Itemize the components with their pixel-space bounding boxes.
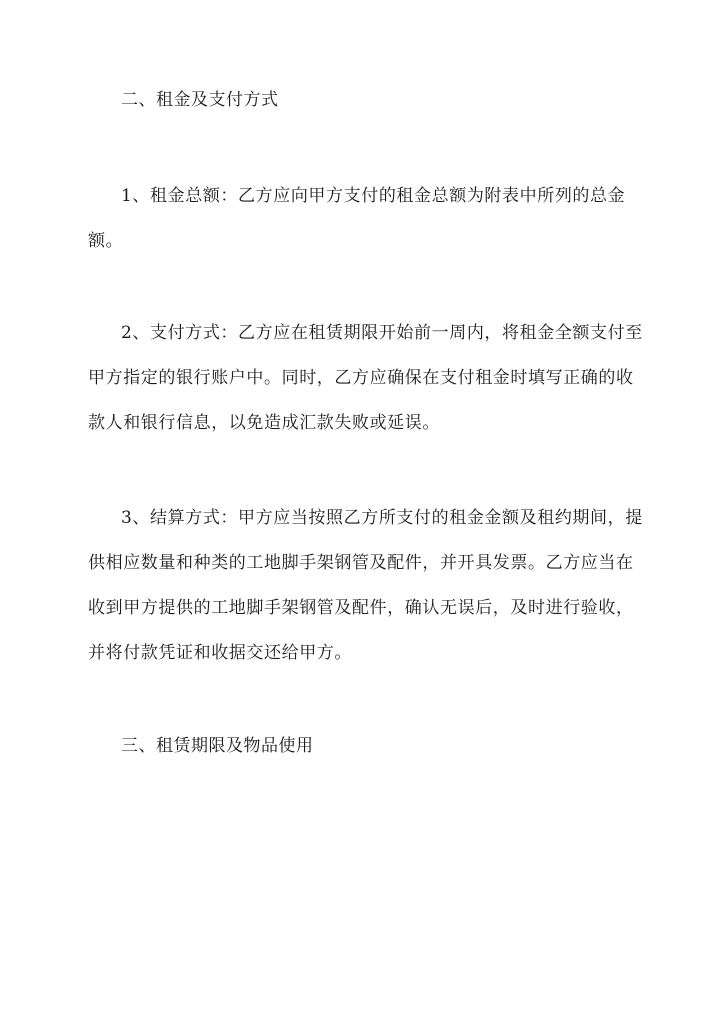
paragraph-rent-total: 1、租金总额：乙方应向甲方支付的租金总额为附表中所列的总金额。	[88, 186, 626, 251]
section-heading-rent-and-payment: 二、租金及支付方式	[121, 90, 279, 110]
section-heading-lease-term: 三、租赁期限及物品使用	[121, 736, 314, 756]
paragraph-payment-method: 2、支付方式：乙方应在租赁期限开始前一周内，将租金全额支付至甲方指定的银行账户中。同时，乙方应确保在支付租金时填写正确的收款人和银行信息，以免造成汇款失败或延误。	[88, 323, 643, 433]
paragraph-settlement-method: 3、结算方式：甲方应当按照乙方所支付的租金金额及租约期间，提供相应数量和种类的工地脚手架钢管及配件，并开具发票。乙方应当在收到甲方提供的工地脚手架钢管及配件，确认无误后，及时进行验收，并将付款凭证和收据交还给甲方。	[88, 508, 643, 663]
